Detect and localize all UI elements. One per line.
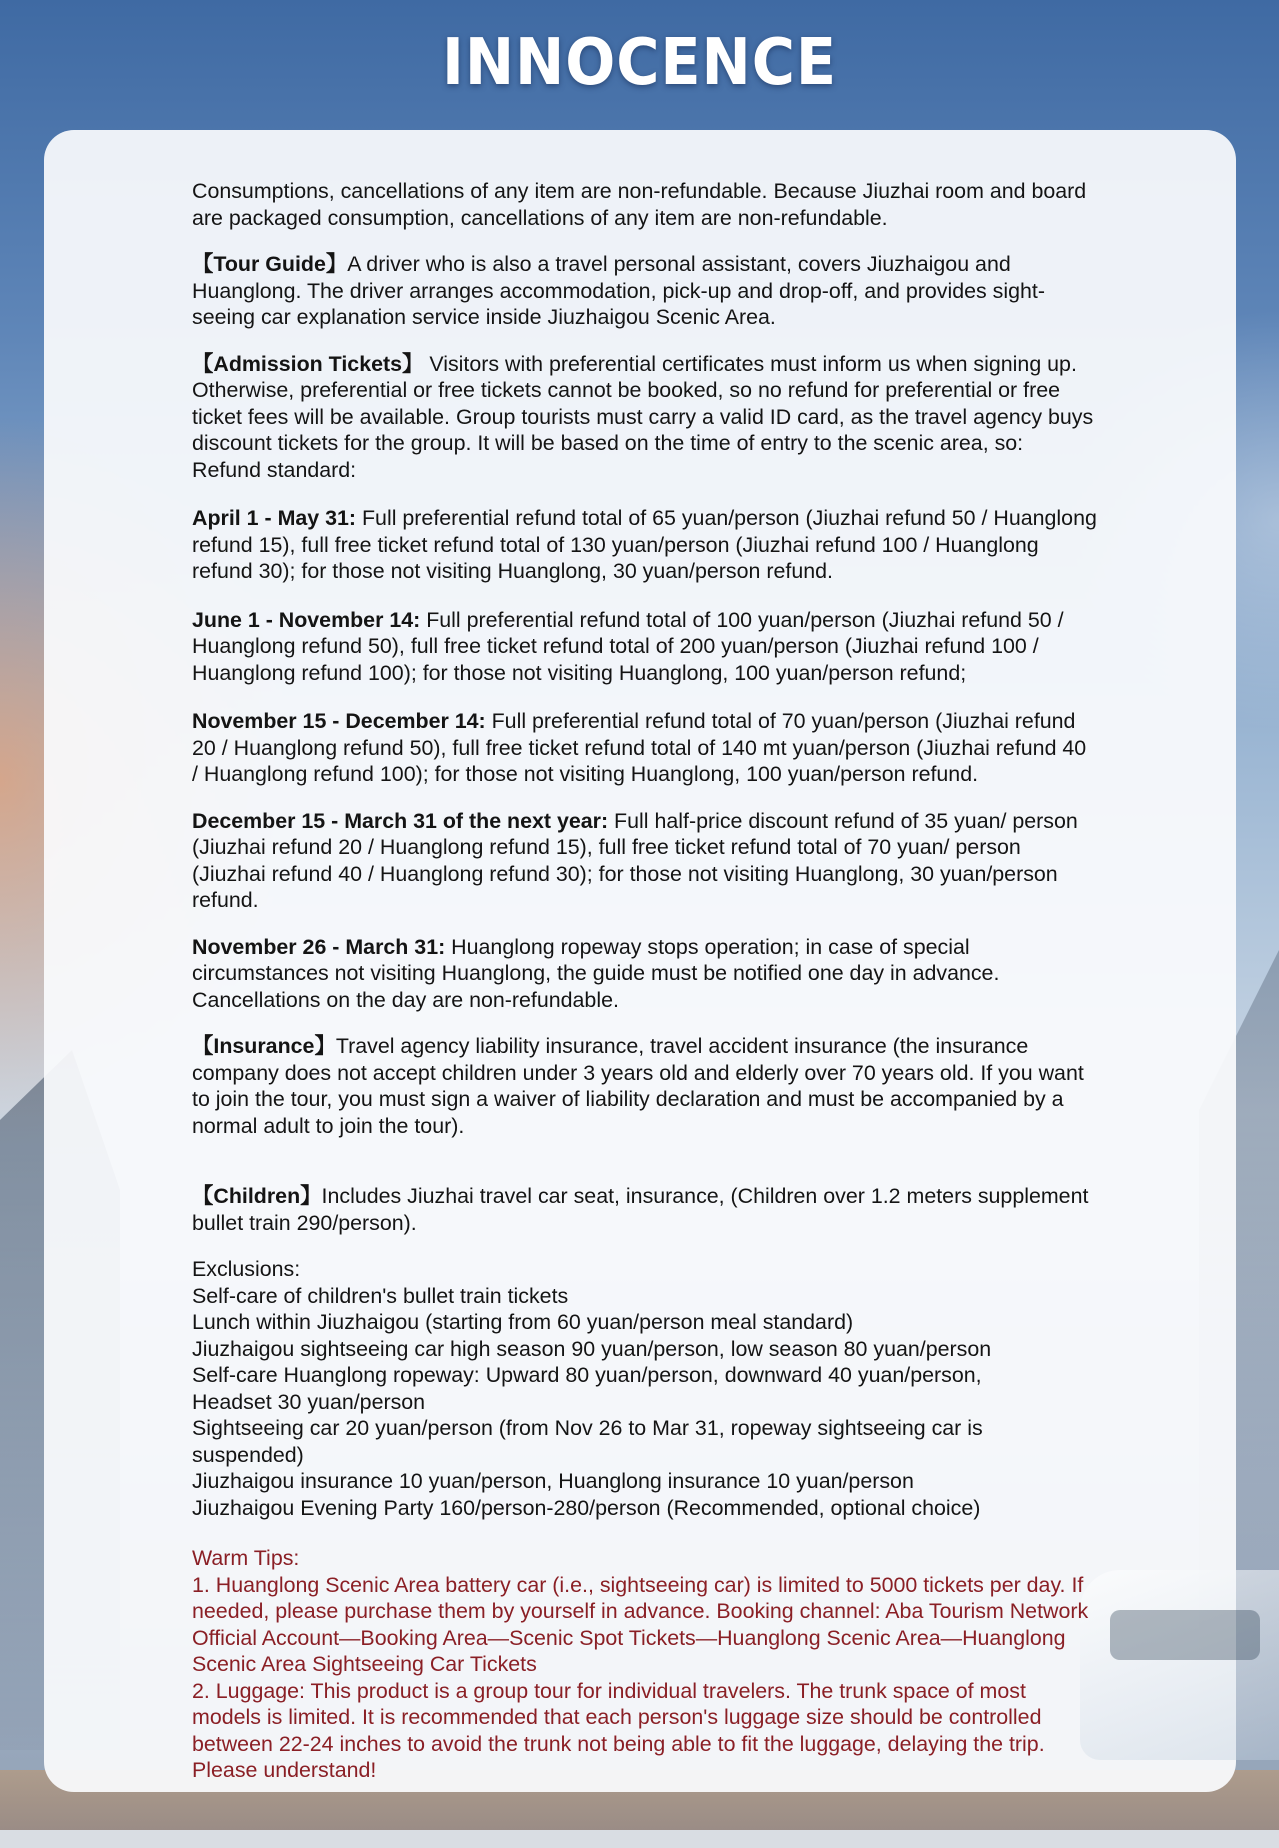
warm-tip-item: 1. Huanglong Scenic Area battery car (i.e., sightseeing car) is limited to 5000 tickets per day. If needed, please purchase them by yourself in advance. Booking channel: Aba Tourism Network Official Account—Booking Area—Scenic Spot Tickets—Huanglong Scenic Area—Huanglong Scenic Area Sightseeing Car Tickets — [192, 1572, 1089, 1676]
exclusion-item: Jiuzhaigou sightseeing car high season 90 yuan/person, low season 80 yuan/person — [192, 1336, 992, 1361]
refund-period: June 1 - November 14: — [192, 607, 421, 632]
warm-tip-item: 2. Luggage: This product is a group tour for individual travelers. The trunk space of most models is limited. It is recommended that each person's luggage size should be controlled between 22-24 inches to avoid the trunk not being able to fit the luggage, delaying the trip. Please understand! — [192, 1678, 1045, 1782]
refund-item — [192, 708, 1098, 788]
refund-item — [192, 808, 1098, 914]
tour-guide-text: A driver who is also a travel personal assistant, covers Jiuzhaigou and Huanglong. The driver arranges accommodation, pick-up and drop-off, and provides sight-seeing car explanation service inside Jiuzhaigou Scenic Area. — [192, 252, 1045, 329]
refund-text: Huanglong ropeway stops operation; in case of special circumstances not visiting Huanglong, the guide must be notified one day in advance. Cancellations on the day are non-refundable. — [192, 934, 1000, 1012]
bottom-bar — [0, 1830, 1279, 1848]
tour-guide-section — [192, 251, 1098, 331]
refund-period: November 26 - March 31: — [192, 934, 446, 959]
children-heading: 【Children】 — [192, 1184, 322, 1208]
exclusions-section — [192, 1256, 1098, 1521]
refund-period: December 15 - March 31 of the next year: — [192, 808, 609, 833]
refund-item — [192, 934, 1098, 1014]
children-section — [192, 1183, 1098, 1236]
exclusion-item: Headset 30 yuan/person — [192, 1389, 426, 1414]
refund-period: April 1 - May 31: — [192, 506, 357, 530]
exclusion-item: Sightseeing car 20 yuan/person (from Nov 26 to Mar 31, ropeway sightseeing car is suspended) — [192, 1416, 983, 1467]
refund-text: Full preferential refund total of 100 yuan/person (Jiuzhai refund 50 / Huanglong refund 50), full free ticket refund total of 200 yuan/person (Jiuzhai refund 100 / Huanglong refund 100); for those not visiting Huanglong, 100 yuan/person refund; — [192, 607, 1064, 685]
children-text: Includes Jiuzhai travel car seat, insurance, (Children over 1.2 meters supplement bullet train 290/person). — [192, 1184, 1089, 1235]
insurance-section — [192, 1033, 1098, 1139]
intro-paragraph: Consumptions, cancellations of any item are non-refundable. Because Jiuzhai room and board are packaged consumption, cancellations of any item are non-refundable. — [192, 179, 1087, 230]
page-title: INNOCENCE — [442, 26, 837, 100]
exclusion-item: Self-care of children's bullet train tickets — [192, 1283, 569, 1308]
admission-heading: 【Admission Tickets】 — [192, 351, 424, 376]
admission-section — [192, 351, 1098, 484]
bus-image — [1080, 1570, 1279, 1760]
exclusion-item: Self-care Huanglong ropeway: Upward 80 yuan/person, downward 40 yuan/person, — [192, 1363, 982, 1387]
refund-text: Full preferential refund total of 70 yuan/person (Jiuzhai refund 20 / Huanglong refund 50), full free ticket refund total of 140 mt yuan/person (Jiuzhai refund 40 / Huanglong refund 100); for those not visiting Huanglong, 100 yuan/person refund. — [192, 709, 1087, 786]
exclusion-item: Lunch within Jiuzhaigou (starting from 60 yuan/person meal standard) — [192, 1310, 854, 1334]
refund-item — [192, 505, 1098, 585]
refund-item — [192, 607, 1098, 687]
refund-text: Full half-price discount refund of 35 yuan/ person (Jiuzhai refund 20 / Huanglong refund 15), full free ticket refund total of 70 yuan/ person (Jiuzhai refund 40 / Huanglong refund 30); for those not visiting Huanglong, 30 yuan/person refund. — [192, 808, 1078, 912]
exclusion-item: Jiuzhaigou Evening Party 160/person-280/person (Recommended, optional choice) — [192, 1495, 981, 1520]
refund-period: November 15 - December 14: — [192, 709, 486, 733]
insurance-heading: 【Insurance】 — [192, 1034, 336, 1058]
tour-guide-heading: 【Tour Guide】 — [192, 252, 348, 276]
content-body — [192, 178, 1098, 1784]
admission-text: Visitors with preferential certificates must inform us when signing up. Otherwise, preferential or free tickets cannot be booked, so no refund for preferential or free ticket fees will be available. Group tourists must carry a valid ID card, as the travel agency buys discount tickets for the group. It will be based on the time of entry to the scenic area, so: Refund standard: — [192, 351, 1094, 482]
refund-text: Full preferential refund total of 65 yuan/person (Jiuzhai refund 50 / Huanglong refund 15), full free ticket refund total of 130 yuan/person (Jiuzhai refund 100 / Huanglong refund 30); for those not visiting Huanglong, 30 yuan/person refund. — [192, 506, 1097, 583]
bus-window — [1110, 1610, 1260, 1660]
insurance-text: Travel agency liability insurance, travel accident insurance (the insurance company does not accept children under 3 years old and elderly over 70 years old. If you want to join the tour, you must sign a waiver of liability declaration and must be accompanied by a normal adult to join the tour). — [192, 1034, 1084, 1138]
warm-tips-heading: Warm Tips: — [192, 1546, 300, 1570]
warm-tips-section — [192, 1545, 1098, 1784]
exclusion-item: Jiuzhaigou insurance 10 yuan/person, Huanglong insurance 10 yuan/person — [192, 1469, 914, 1493]
exclusions-heading: Exclusions: — [192, 1257, 301, 1281]
